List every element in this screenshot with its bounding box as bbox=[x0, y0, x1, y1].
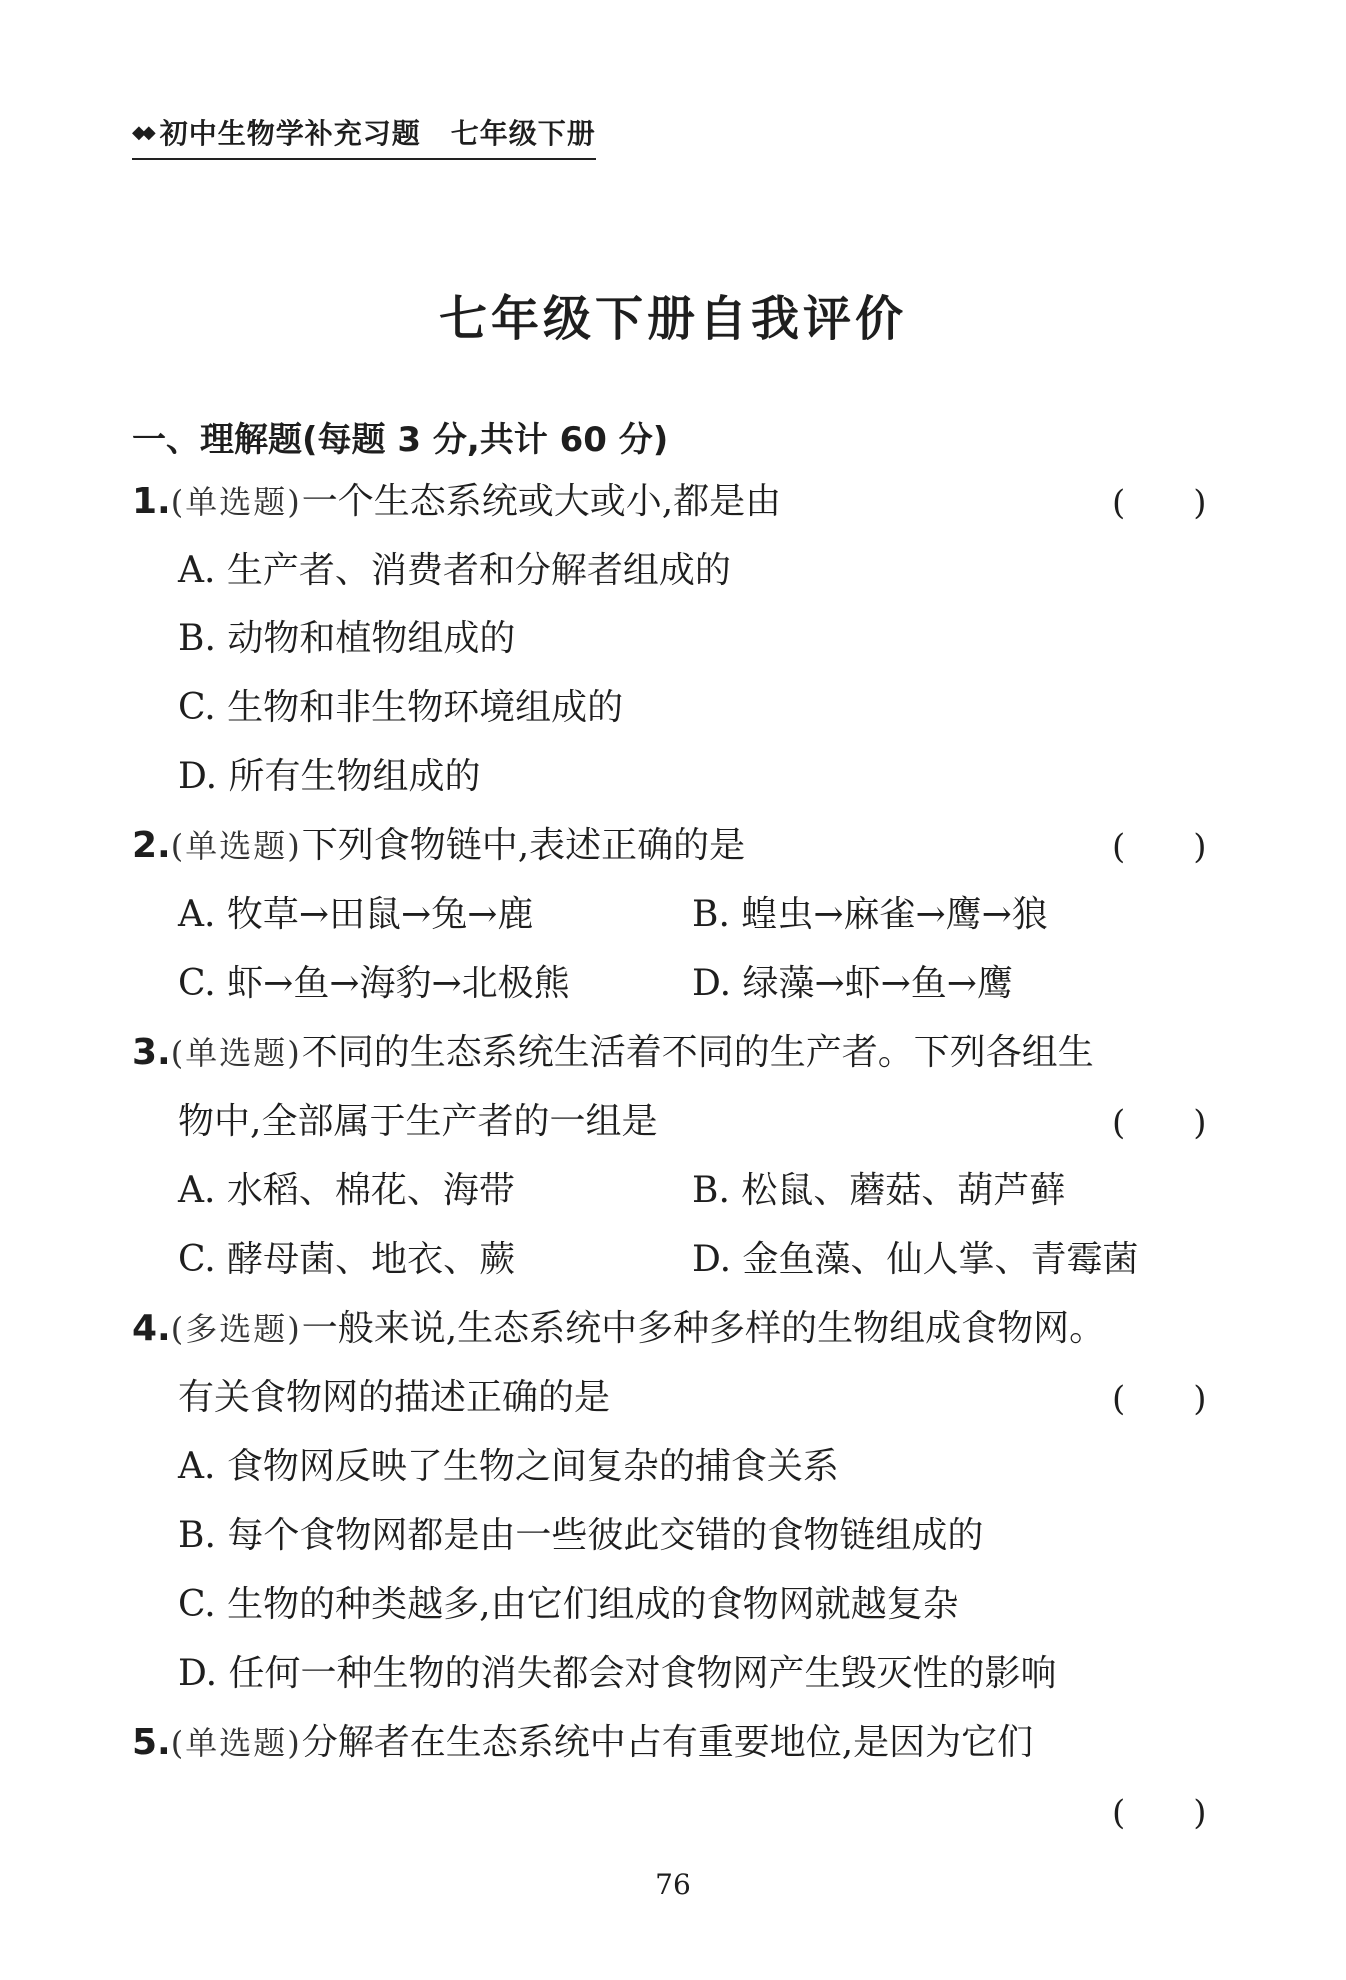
option-b: B. 松鼠、蘑菇、葫芦藓 bbox=[692, 1170, 1066, 1211]
option-d: D. 所有生物组成的 bbox=[178, 756, 481, 797]
diamond-icon: ◆◆ bbox=[132, 121, 152, 143]
question-number: 2. bbox=[132, 825, 171, 866]
answer-blank[interactable]: ( ) bbox=[1112, 1793, 1207, 1833]
question-type: (单选题) bbox=[170, 483, 302, 521]
question-4-stem-cont: 有关食物网的描述正确的是 bbox=[178, 1377, 611, 1418]
option-b: B. 蝗虫→麻雀→鹰→狼 bbox=[692, 894, 1048, 935]
question-text: 一个生态系统或大或小,都是由 bbox=[301, 481, 782, 522]
option-a: A. 水稻、棉花、海带 bbox=[178, 1170, 515, 1211]
option-a: A. 生产者、消费者和分解者组成的 bbox=[178, 550, 731, 591]
question-number: 1. bbox=[132, 481, 171, 522]
page-number: 76 bbox=[655, 1868, 691, 1901]
question-type: (单选题) bbox=[170, 1034, 302, 1072]
section-heading: 一、理解题(每题 3 分,共计 60 分) bbox=[132, 420, 669, 460]
option-d: D. 任何一种生物的消失都会对食物网产生毁灭性的影响 bbox=[178, 1653, 1057, 1694]
answer-blank[interactable]: ( ) bbox=[1112, 1379, 1207, 1419]
question-text: 下列食物链中,表述正确的是 bbox=[301, 825, 746, 866]
option-c: C. 生物的种类越多,由它们组成的食物网就越复杂 bbox=[178, 1584, 959, 1625]
answer-blank[interactable]: ( ) bbox=[1112, 827, 1207, 867]
option-c: C. 酵母菌、地衣、蕨 bbox=[178, 1239, 516, 1280]
question-1-stem bbox=[132, 481, 782, 522]
question-text: 一般来说,生态系统中多种多样的生物组成食物网。 bbox=[301, 1308, 1106, 1349]
question-3-stem-cont: 物中,全部属于生产者的一组是 bbox=[178, 1101, 658, 1142]
question-number: 5. bbox=[132, 1722, 171, 1763]
question-number: 3. bbox=[132, 1032, 171, 1073]
option-c: C. 虾→鱼→海豹→北极熊 bbox=[178, 963, 570, 1004]
option-d: D. 绿藻→虾→鱼→鹰 bbox=[692, 963, 1013, 1004]
option-c: C. 生物和非生物环境组成的 bbox=[178, 687, 624, 728]
series-title: 初中生物学补充习题 bbox=[159, 117, 421, 150]
question-type: (单选题) bbox=[170, 827, 302, 865]
running-header bbox=[132, 112, 596, 160]
question-3-stem bbox=[132, 1032, 1094, 1073]
page-title: 七年级下册自我评价 bbox=[438, 291, 907, 347]
question-type: (单选题) bbox=[170, 1724, 302, 1762]
option-b: B. 每个食物网都是由一些彼此交错的食物链组成的 bbox=[178, 1515, 984, 1556]
question-4-stem bbox=[132, 1308, 1106, 1349]
option-a: A. 食物网反映了生物之间复杂的捕食关系 bbox=[178, 1446, 839, 1487]
question-type: (多选题) bbox=[170, 1310, 302, 1348]
option-a: A. 牧草→田鼠→兔→鹿 bbox=[178, 894, 534, 935]
question-5-stem bbox=[132, 1722, 1034, 1763]
volume-label: 七年级下册 bbox=[450, 117, 596, 150]
answer-blank[interactable]: ( ) bbox=[1112, 1103, 1207, 1143]
question-text: 分解者在生态系统中占有重要地位,是因为它们 bbox=[301, 1722, 1034, 1763]
question-2-stem bbox=[132, 825, 746, 866]
question-number: 4. bbox=[132, 1308, 171, 1349]
answer-blank[interactable]: ( ) bbox=[1112, 483, 1207, 523]
option-b: B. 动物和植物组成的 bbox=[178, 618, 516, 659]
question-text: 不同的生态系统生活着不同的生产者。下列各组生 bbox=[301, 1032, 1094, 1073]
option-d: D. 金鱼藻、仙人掌、青霉菌 bbox=[692, 1239, 1139, 1280]
